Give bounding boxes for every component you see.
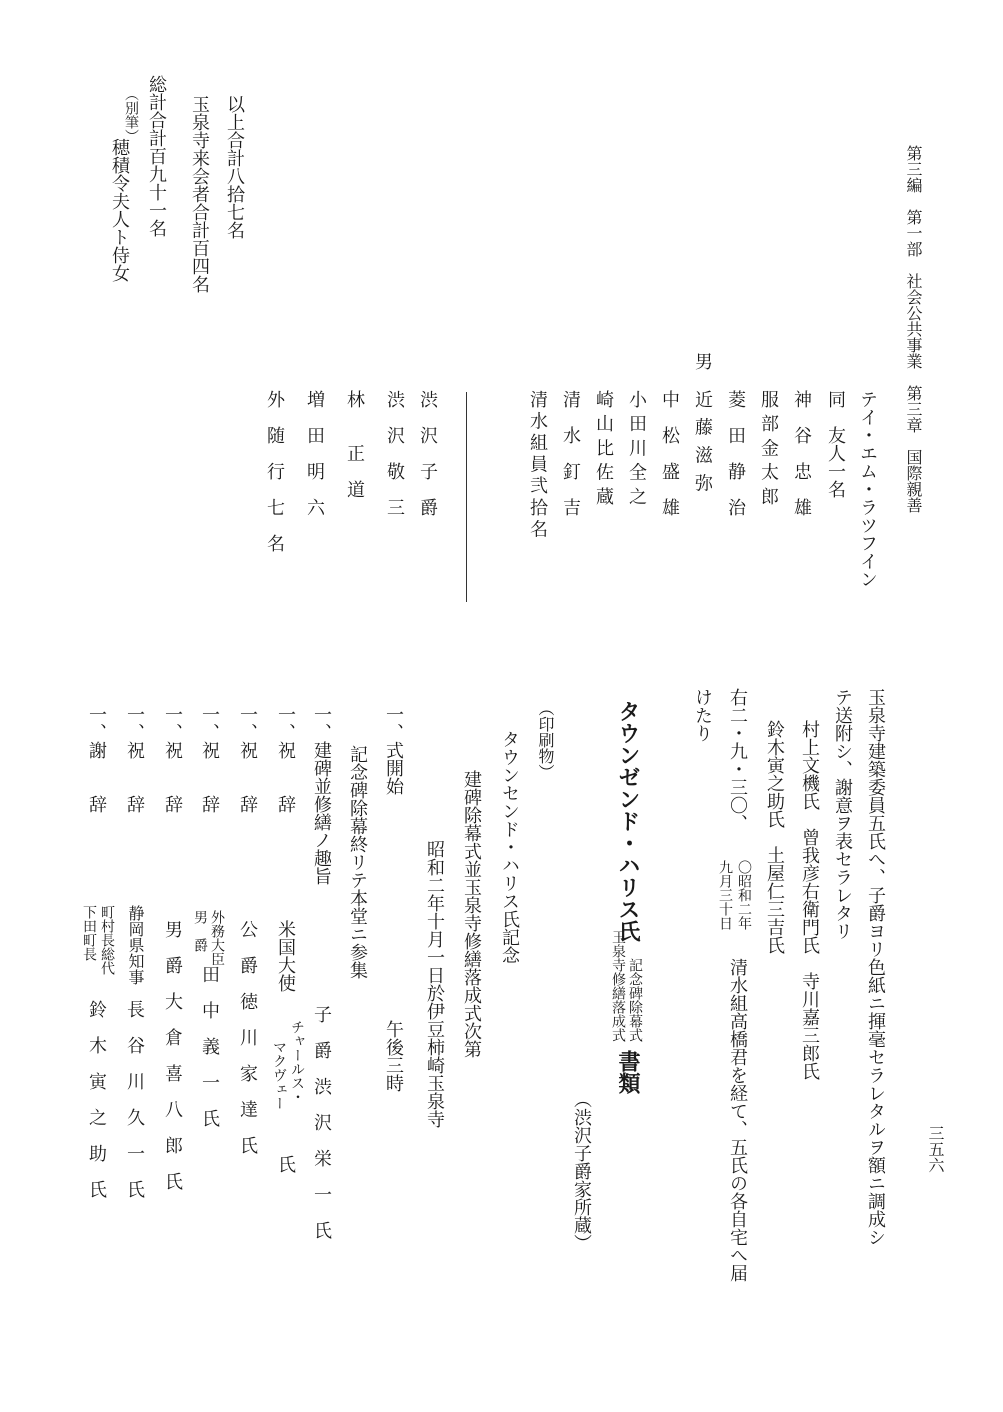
list-item: 中 松 盛 雄 — [659, 390, 680, 516]
program-item: 一、建碑並修繕ノ趣旨 — [311, 705, 332, 885]
program-item-title: 静岡県知事 — [126, 905, 145, 985]
list-item: 崎山比佐蔵 — [593, 390, 614, 512]
bracket-line — [466, 392, 467, 602]
note-line: 玉泉寺建築委員五氏へ、子爵ヨリ色紙ニ揮毫セラレタルヲ額ニ調成シ — [865, 688, 886, 1246]
total-extra: 穂積令夫人ト侍女 — [109, 138, 130, 282]
total-line: 以上合計八拾七名 — [224, 95, 245, 239]
program-item-name: マクヴェー — [271, 1040, 287, 1110]
list-item: 増 田 明 六 — [304, 390, 325, 516]
list-item: 林 正 道 — [344, 390, 365, 498]
list-item: 清 水 釘 吉 — [560, 390, 581, 516]
note-date-suffix: 清水組高橋君を経て、五氏の各自宅へ届 — [727, 958, 748, 1282]
program-item: 一、祝 辞 — [162, 705, 183, 813]
program-item: 一、謝 辞 — [86, 705, 107, 813]
note-date-small: 九月三十日 — [717, 860, 733, 930]
list-item: 清水組員弐拾名 — [527, 390, 548, 542]
program-item-title: 男 爵 — [192, 910, 208, 952]
total-line: 玉泉寺来会者合計百四名 — [189, 95, 210, 293]
program-item: 一、式開始 — [383, 705, 404, 795]
program-item: 一、祝 辞 — [275, 705, 296, 813]
program-item: 一、祝 辞 — [124, 705, 145, 813]
list-item: 同 友人一名 — [825, 390, 846, 498]
list-item-marker: 男 — [692, 352, 713, 370]
note-date-prefix: 右二・九・三〇、 — [727, 688, 748, 832]
program-item-title: 下田町長 — [81, 905, 97, 961]
document-title-small: 玉泉寺修繕落成式 — [610, 930, 626, 1042]
list-item: 外 随 行 七 名 — [264, 390, 285, 552]
program-note: 記念碑除幕終リテ本堂ニ参集 — [347, 745, 368, 979]
printed-label: （印刷物） — [536, 700, 555, 780]
running-head: 第三編 第一部 社会公共事業 第三章 国際親善 — [904, 145, 923, 513]
program-heading: タウンセンド・ハリス氏記念 — [499, 730, 520, 964]
program-item-name: チャールス・ — [289, 1020, 305, 1104]
total-note: （別筆） — [123, 87, 139, 143]
document-title: タウンゼンド・ハリス氏 — [615, 700, 641, 942]
note-line: 村上文機氏 曾我彦右衛門氏 寺川嘉三郎氏 — [799, 720, 820, 1080]
document-title-small: 記念碑除幕式 — [627, 958, 643, 1042]
program-item-detail: 公 爵 徳 川 家 達 氏 — [237, 920, 258, 1154]
list-item: 近藤滋弥 — [692, 390, 713, 502]
note-line: 鈴木寅之助氏 土屋仁三吉氏 — [764, 720, 785, 954]
document-title-end: 書類 — [615, 1050, 641, 1094]
program-item: 一、祝 辞 — [237, 705, 258, 813]
document-source: （渋沢子爵家所蔵） — [571, 1090, 592, 1252]
program-item-detail: 長 谷 川 久 一 氏 — [124, 1000, 145, 1198]
note-line: けたり — [692, 688, 713, 742]
list-item: 渋 沢 敬 三 — [384, 390, 405, 516]
list-item: 菱 田 静 治 — [725, 390, 746, 516]
list-item: テイ・エム・ラツフイン — [857, 390, 878, 588]
program-item-suffix: 氏 — [275, 1155, 296, 1173]
total-line: 総計合計百九十一名 — [146, 75, 167, 237]
program-item-detail: 田 中 義 一 氏 — [199, 965, 220, 1127]
list-item: 渋 沢 子 爵 — [417, 390, 438, 516]
program-item-detail: 午後三時 — [383, 1020, 404, 1092]
program-date: 昭和二年十月一日於伊豆柿崎玉泉寺 — [424, 840, 445, 1128]
program-item: 一、祝 辞 — [199, 705, 220, 813]
program-item-detail: 男 爵 大 倉 喜 八 郎 氏 — [162, 920, 183, 1190]
list-item: 神 谷 忠 雄 — [791, 390, 812, 516]
program-item-detail: 鈴 木 寅 之 助 氏 — [86, 1000, 107, 1198]
list-item: 小田川全之 — [626, 390, 647, 512]
list-item: 服部金太郎 — [758, 390, 779, 512]
note-date-small: 〇昭和二年 — [736, 860, 752, 930]
note-line: テ送附シ、謝意ヲ表セラレタリ — [832, 688, 853, 940]
program-item-title: 米国大使 — [275, 920, 296, 992]
program-item-detail: 子 爵 渋 沢 栄 一 氏 — [311, 1005, 332, 1239]
program-heading: 建碑除幕式並玉泉寺修繕落成式次第 — [461, 770, 482, 1058]
program-item-title: 町村長総代 — [99, 905, 115, 975]
page-number: 三五六 — [926, 1125, 945, 1173]
program-item-title: 外務大臣 — [209, 910, 225, 966]
